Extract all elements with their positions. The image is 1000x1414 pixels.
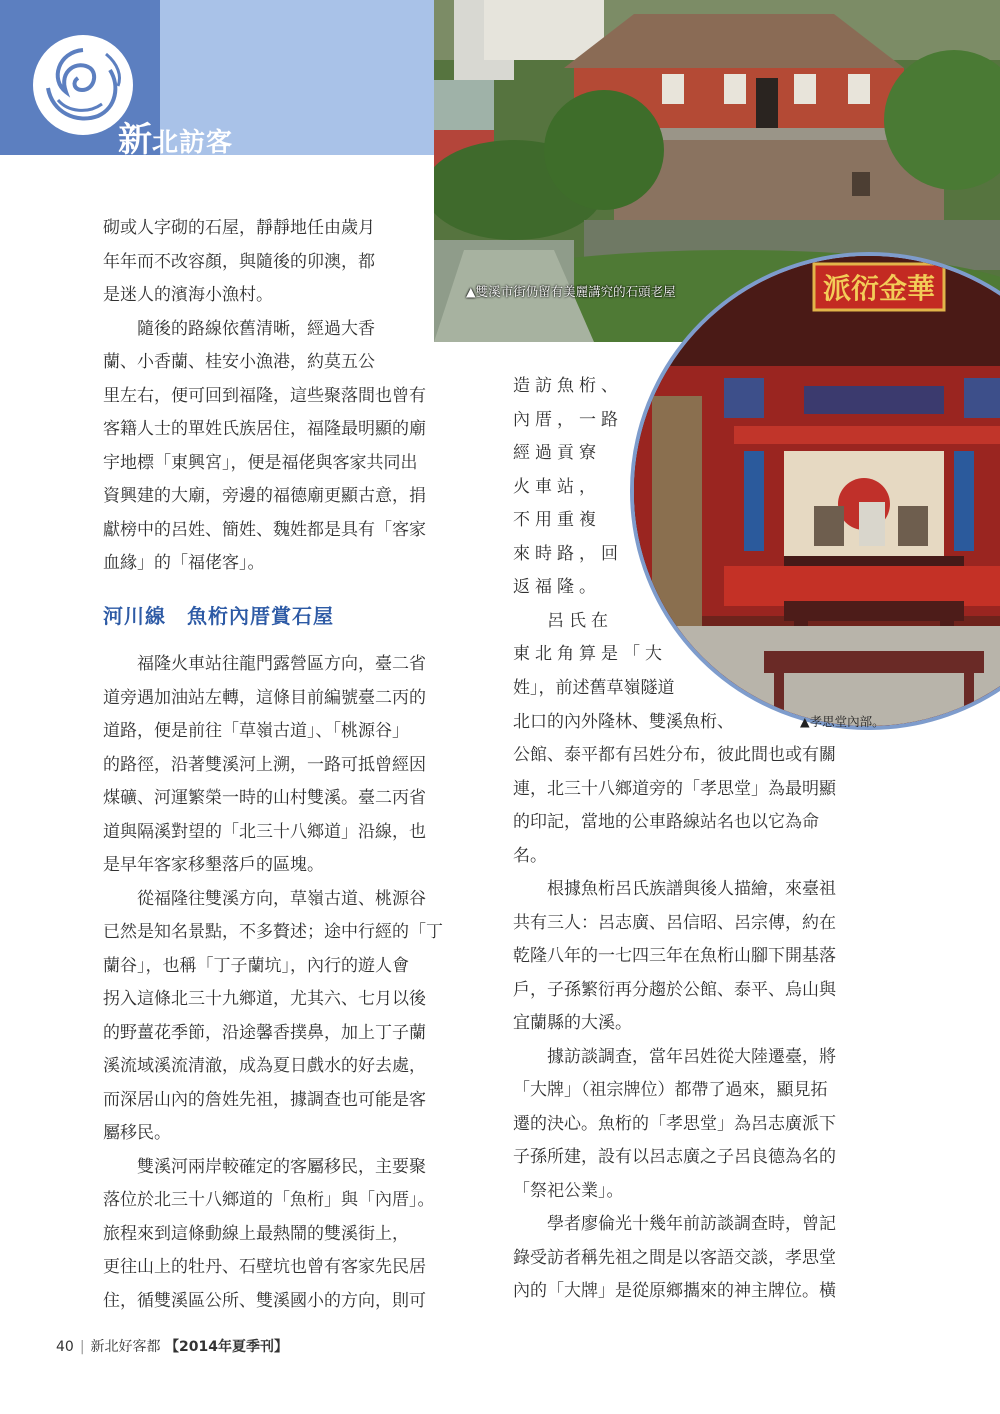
text-line: 姓」，前述舊草嶺隧道 <box>513 678 675 698</box>
text-line: 的印記，當地的公車路線站名也以它為命 <box>513 812 819 832</box>
paragraph <box>513 1041 883 1209</box>
temple-interior-caption: ▲孝思堂內部。 <box>800 714 885 729</box>
issue-label: 【2014年夏季刊】 <box>165 1339 288 1355</box>
text-line: 更往山上的牡丹、石壁坑也曾有客家先民居 <box>103 1257 426 1277</box>
text-line: 「大牌」（祖宗牌位）都帶了過來，顯見拓 <box>513 1080 828 1100</box>
text-line: 東北角算是「大 <box>513 644 667 664</box>
text-line: 的野薑花季節，沿途馨香撲鼻，加上丁子蘭 <box>103 1022 426 1043</box>
text-line: 內的「大牌」是從原鄉攜來的神主牌位。橫 <box>513 1281 836 1301</box>
text-line: 造訪魚桁、 <box>513 376 623 396</box>
text-line: 不用重複 <box>513 510 601 530</box>
text-line: 蘭谷」，也稱「丁子蘭坑」，內行的遊人會 <box>103 955 409 976</box>
text-line: 溪流域溪流清澈，成為夏日戲水的好去處， <box>103 1056 426 1076</box>
plaque-text: 派衍金華 <box>822 272 936 305</box>
text-line: 返福隆。 <box>513 577 601 597</box>
text-line: 住，循雙溪區公所、雙溪國小的方向，則可 <box>103 1290 426 1311</box>
text-line: 的路徑，沿著雙溪河上溯，一路可抵曾經因 <box>103 754 426 775</box>
text-line: 從福隆往雙溪方向，草嶺古道、桃源谷 <box>137 888 426 909</box>
text-line: 乾隆八年的一七四三年在魚桁山腳下開基落 <box>513 946 836 966</box>
magazine-name: 新北好客都 <box>90 1339 161 1355</box>
text-line: 道旁遇加油站左轉，這條目前編號臺二丙的 <box>103 687 426 708</box>
paragraph <box>513 873 883 1041</box>
text-line: 公館、泰平都有呂姓分布，彼此間也或有關 <box>513 745 836 765</box>
text-line: 客籍人士的單姓氏族居住，福隆最明顯的廟 <box>103 419 426 439</box>
paragraph <box>103 883 468 1151</box>
text-line: 「祭祀公業」。 <box>513 1180 624 1201</box>
left-column-bottom <box>103 648 468 1318</box>
text-line: 子孫所建，設有以呂志廣之子呂良德為名的 <box>513 1147 836 1167</box>
text-line: 道路，便是前往「草嶺古道」、「桃源谷」 <box>103 721 409 741</box>
text-line: 獻榜中的呂姓、簡姓、魏姓都是具有「客家 <box>103 519 426 540</box>
section-header-title <box>118 112 233 161</box>
page-footer <box>56 1336 288 1356</box>
page-number: 40 <box>56 1339 74 1355</box>
text-line: 內厝，一路 <box>513 409 623 430</box>
section-heading: 河川線 魚桁內厝賞石屋 <box>103 604 334 628</box>
paragraph <box>103 313 468 581</box>
paragraph <box>103 212 468 313</box>
text-line: 戶，子孫繁衍再分趨於公館、泰平、烏山與 <box>513 979 836 1000</box>
text-line: 年年而不改容顏，與隨後的卯澳，都 <box>103 251 375 272</box>
text-line: 根據魚桁呂氏族譜與後人描繪，來臺祖 <box>547 879 836 899</box>
text-line: 旅程來到這條動線上最熱鬧的雙溪街上， <box>103 1223 409 1244</box>
text-line: 是迷人的濱海小漁村。 <box>103 285 273 305</box>
text-line: 血緣」的「福佬客」。 <box>103 553 265 573</box>
text-line: 是早年客家移墾落戶的區塊。 <box>103 855 324 875</box>
text-line: 共有三人：呂志廣、呂信昭、呂宗傳，約在 <box>513 912 836 933</box>
header-title-rest: 北訪客 <box>152 128 234 158</box>
header-title-big: 新 <box>118 120 152 160</box>
text-line: 而深居山內的詹姓先祖，據調查也可能是客 <box>103 1089 426 1110</box>
paragraph <box>103 1151 468 1319</box>
text-line: 經過貢寮 <box>513 443 601 463</box>
text-line: 拐入這條北三十九鄉道，尤其六、七月以後 <box>103 989 426 1009</box>
text-line: 宇地標「東興宮」，便是福佬與客家共同出 <box>103 452 418 473</box>
text-line: 道與隔溪對望的「北三十八鄉道」沿線，也 <box>103 821 426 842</box>
left-column-top <box>103 212 468 581</box>
text-line: 呂氏在 <box>547 610 613 631</box>
text-line: 福隆火車站往龍門露營區方向，臺二省 <box>137 654 426 674</box>
text-line: 屬移民。 <box>103 1123 171 1143</box>
text-line: 資興建的大廟，旁邊的福德廟更顯古意，捐 <box>103 486 426 506</box>
text-line: 北口的內外隆林、雙溪魚桁、 <box>513 711 734 732</box>
text-line: 連，北三十八鄉道旁的「孝思堂」為最明顯 <box>513 778 836 799</box>
text-line: 來時路，回 <box>513 543 623 564</box>
paragraph <box>103 648 468 883</box>
text-line: 雙溪河兩岸較確定的客屬移民，主要聚 <box>137 1156 426 1177</box>
text-line: 遷的決心。魚桁的「孝思堂」為呂志廣派下 <box>513 1113 836 1134</box>
text-line: 名。 <box>513 845 547 866</box>
text-line: 煤礦、河運繁榮一時的山村雙溪。臺二丙省 <box>103 788 426 808</box>
text-line: 學者廖倫光十幾年前訪談調查時，曾記 <box>547 1214 836 1234</box>
paragraph <box>513 1208 883 1309</box>
paragraph <box>513 672 883 873</box>
right-column-main <box>513 672 883 1309</box>
text-line: 蘭、小香蘭、桂安小漁港，約莫五公 <box>103 352 375 372</box>
footer-divider: | <box>79 1339 85 1355</box>
text-line: 火車站， <box>513 476 601 497</box>
text-line: 砌或人字砌的石屋，靜靜地任由歲月 <box>103 218 375 238</box>
text-line: 已然是知名景點，不多贅述；途中行經的「丁 <box>103 922 443 942</box>
text-line: 里左右，便可回到福隆，這些聚落間也曾有 <box>103 385 426 406</box>
right-column-narrow <box>513 370 713 672</box>
stone-house-caption: ▲雙溪市街仍留有美麗講究的石頭老屋 <box>466 284 676 299</box>
text-line: 落位於北三十八鄉道的「魚桁」與「內厝」。 <box>103 1190 435 1210</box>
text-line: 錄受訪者稱先祖之間是以客語交談，孝思堂 <box>513 1247 836 1268</box>
text-line: 隨後的路線依舊清晰，經過大香 <box>137 318 375 339</box>
text-line: 宜蘭縣的大溪。 <box>513 1013 632 1033</box>
text-line: 據訪談調查，當年呂姓從大陸遷臺，將 <box>547 1046 836 1067</box>
